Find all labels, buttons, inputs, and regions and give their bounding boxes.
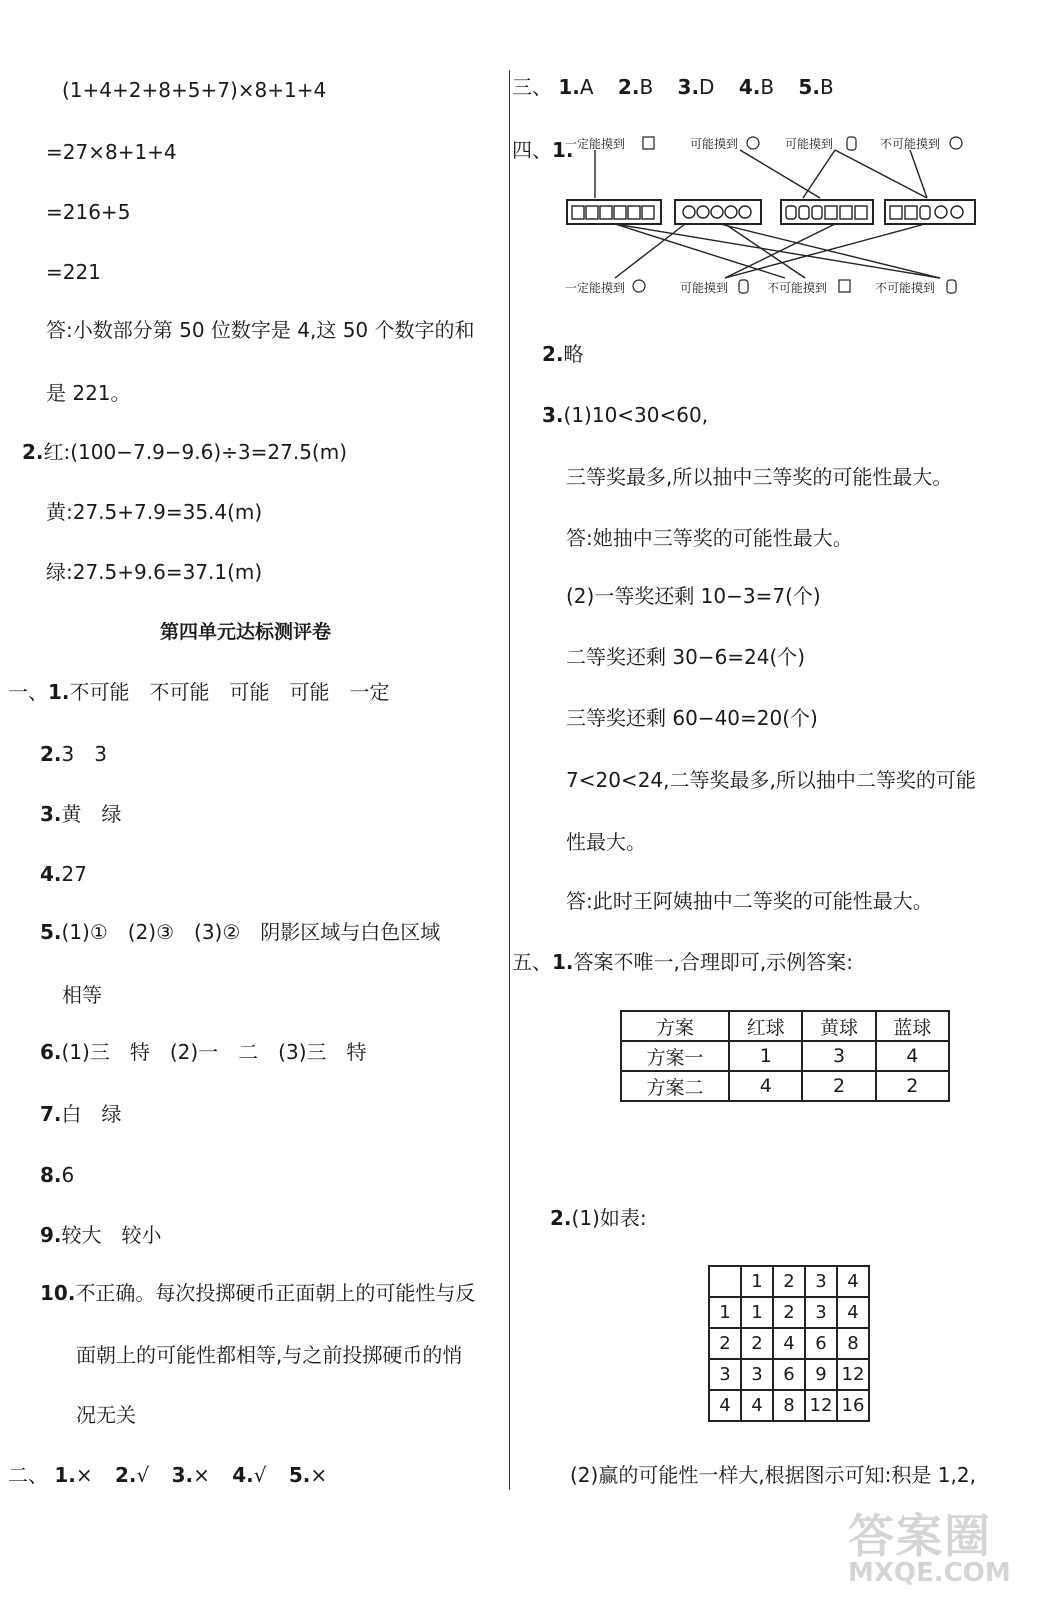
table-cell: 16 — [837, 1390, 869, 1421]
table-row — [709, 1359, 869, 1390]
section-1-q10-cont-1: 面朝上的可能性都相等,与之前投掷硬币的悄 — [76, 1343, 463, 1367]
bottom-label-1: 一定能摸到 — [565, 281, 626, 295]
red-calc: 红:(100−7.9−9.6)÷3=27.5(m) — [43, 440, 348, 464]
answer-choice: A — [579, 75, 594, 99]
answer-mark: × — [193, 1463, 210, 1487]
question-number: 5. — [798, 75, 820, 99]
section-4-q3 — [542, 405, 708, 425]
match-line — [615, 224, 685, 278]
cylinder-icon — [739, 280, 748, 293]
question-2 — [22, 442, 347, 462]
ball-icon — [683, 206, 751, 218]
answer-text: 白 绿 — [61, 1102, 122, 1126]
ball-icon — [747, 137, 759, 149]
answer-choice: D — [699, 75, 715, 99]
section-prefix: 四、 — [512, 138, 552, 162]
q3-line-3: 答:她抽中三等奖的可能性最大。 — [566, 526, 853, 550]
question-number: 5. — [40, 920, 62, 944]
answer-line-1: 答:小数部分第 50 位数字是 4,这 50 个数字的和 — [46, 318, 475, 342]
calc-line-1: (1+4+2+8+5+7)×8+1+4 — [62, 78, 327, 102]
section-1-q10 — [40, 1283, 475, 1303]
calc-line-2: =27×8+1+4 — [46, 140, 177, 164]
section-4-q2 — [542, 344, 584, 364]
ball-icon — [950, 137, 962, 149]
cylinder-icon — [786, 206, 867, 219]
question-number: 3. — [542, 403, 564, 427]
answer-choice: B — [760, 75, 775, 99]
table-row — [621, 1041, 949, 1071]
question-number: 6. — [40, 1040, 62, 1064]
table-cell: 2 — [802, 1071, 875, 1101]
answer-text: 略 — [563, 342, 584, 366]
section-3 — [512, 77, 834, 97]
question-number: 4. — [738, 75, 761, 99]
watermark-logo: 答案圈 — [848, 1509, 992, 1563]
question-number: 9. — [40, 1223, 62, 1247]
section-1-q1 — [8, 682, 390, 702]
q2-part-2: (2)赢的可能性一样大,根据图示可知:积是 1,2, — [570, 1463, 976, 1487]
table-cell: 2 — [773, 1297, 805, 1328]
green-calc: 绿:27.5+9.6=37.1(m) — [46, 560, 263, 584]
answer-choice: B — [819, 75, 834, 99]
plan-table — [620, 1010, 950, 1102]
section-prefix: 一、 — [8, 680, 48, 704]
answer-text: 不正确。每次投掷硬币正面朝上的可能性与反 — [75, 1281, 476, 1305]
table-cell: 2 — [773, 1266, 805, 1297]
table-cell: 4 — [837, 1297, 869, 1328]
box-mixed-1 — [781, 200, 873, 224]
top-label-1: 一定能摸到 — [565, 137, 626, 151]
question-number: 2. — [617, 75, 640, 99]
cube-icon — [839, 280, 850, 292]
question-number: 2. — [22, 440, 44, 464]
table-cell: 1 — [709, 1297, 741, 1328]
match-line — [725, 224, 835, 278]
question-number: 2. — [115, 1463, 137, 1487]
table-cell: 3 — [802, 1041, 875, 1071]
table-cell: 方案一 — [621, 1041, 729, 1071]
question-number: 5. — [288, 1463, 311, 1487]
table-cell: 12 — [837, 1359, 869, 1390]
match-line — [803, 150, 835, 198]
question-number: 1. — [558, 75, 580, 99]
section-1-q10-cont-2: 况无关 — [76, 1403, 136, 1427]
answer-choice: B — [639, 75, 654, 99]
table-header: 黄球 — [802, 1011, 875, 1041]
question-number: 1. — [552, 138, 574, 162]
section-1-q3 — [40, 804, 122, 824]
question-number: 2. — [40, 742, 62, 766]
top-label-2: 可能摸到 — [690, 137, 739, 151]
table-cell: 4 — [837, 1266, 869, 1297]
table-cell: 3 — [805, 1297, 837, 1328]
section-5-q2 — [550, 1208, 647, 1228]
question-number: 1. — [48, 680, 70, 704]
section-1-q2 — [40, 744, 107, 764]
top-label-3: 可能摸到 — [785, 137, 834, 151]
question-number: 2. — [542, 342, 564, 366]
answer-text: (1)① (2)③ (3)② 阴影区域与白色区域 — [61, 920, 441, 944]
table-cell: 4 — [773, 1328, 805, 1359]
section-5-q1 — [512, 952, 853, 972]
section-1-q5-cont: 相等 — [62, 983, 102, 1007]
table-cell: 4 — [741, 1390, 773, 1421]
q3-line-6: 三等奖还剩 60−40=20(个) — [566, 706, 818, 730]
table-row — [621, 1011, 949, 1041]
bottom-label-2: 可能摸到 — [680, 281, 729, 295]
table-cell — [709, 1266, 741, 1297]
answer-text: 较大 较小 — [61, 1223, 162, 1247]
section-1-q7 — [40, 1104, 122, 1124]
q3-line-9: 答:此时王阿姨抽中二等奖的可能性最大。 — [566, 889, 933, 913]
table-cell: 9 — [805, 1359, 837, 1390]
cylinder-icon — [947, 280, 956, 293]
q3-line-8: 性最大。 — [566, 830, 646, 854]
table-cell: 4 — [876, 1041, 949, 1071]
cube-icon — [643, 137, 654, 149]
cube-icon — [572, 206, 654, 219]
cylinder-icon — [847, 137, 856, 150]
match-line — [615, 224, 785, 278]
question-number: 4. — [232, 1463, 254, 1487]
table-cell: 3 — [741, 1359, 773, 1390]
table-row — [621, 1071, 949, 1101]
section-2 — [8, 1465, 327, 1485]
answer-text: 不可能 不可能 可能 可能 一定 — [69, 680, 390, 704]
answer-text: (1)三 特 (2)一 二 (3)三 特 — [61, 1040, 367, 1064]
section-1-q6 — [40, 1042, 367, 1062]
table-cell: 方案二 — [621, 1071, 729, 1101]
table-cell: 3 — [805, 1266, 837, 1297]
table-header: 方案 — [621, 1011, 729, 1041]
question-number: 7. — [40, 1102, 62, 1126]
mixed-icon — [890, 206, 963, 219]
top-label-4: 不可能摸到 — [880, 137, 941, 151]
table-cell: 4 — [709, 1390, 741, 1421]
question-number: 3. — [40, 802, 62, 826]
calc-line-4: =221 — [46, 260, 101, 284]
table-cell: 2 — [876, 1071, 949, 1101]
table-cell: 4 — [729, 1071, 802, 1101]
q3-line-5: 二等奖还剩 30−6=24(个) — [566, 645, 806, 669]
table-row — [709, 1328, 869, 1359]
q3-line-7: 7<20<24,二等奖最多,所以抽中二等奖的可能 — [566, 768, 976, 792]
table-cell: 12 — [805, 1390, 837, 1421]
matching-diagram — [555, 130, 985, 300]
question-number: 2. — [550, 1206, 572, 1230]
match-line — [615, 224, 940, 278]
answer-text: 27 — [61, 862, 87, 886]
answer-text: 黄 绿 — [61, 802, 122, 826]
table-cell: 6 — [805, 1328, 837, 1359]
table-cell: 8 — [773, 1390, 805, 1421]
question-number: 1. — [54, 1463, 76, 1487]
table-cell: 2 — [741, 1328, 773, 1359]
table-cell: 1 — [729, 1041, 802, 1071]
answer-text: (1)10<30<60, — [563, 403, 709, 427]
table-cell: 2 — [709, 1328, 741, 1359]
answer-mark: √ — [253, 1463, 267, 1487]
answer-mark: × — [310, 1463, 328, 1487]
answer-text: 3 3 — [61, 742, 107, 766]
table-cell: 8 — [837, 1328, 869, 1359]
question-number: 3. — [677, 75, 700, 99]
answer-text: 答案不唯一,合理即可,示例答案: — [573, 950, 853, 974]
q3-line-2: 三等奖最多,所以抽中三等奖的可能性最大。 — [566, 465, 953, 489]
section-1-q5 — [40, 922, 440, 942]
section-prefix: 三、 — [512, 75, 552, 99]
ball-icon — [633, 280, 645, 292]
answer-text: (1)如表: — [571, 1206, 647, 1230]
section-title: 第四单元达标测评卷 — [160, 621, 332, 643]
answer-mark: × — [75, 1463, 93, 1487]
watermark-url: MXQE.COM — [848, 1558, 1011, 1588]
calc-line-3: =216+5 — [46, 200, 131, 224]
question-number: 3. — [171, 1463, 194, 1487]
question-number: 4. — [40, 862, 62, 886]
question-number: 1. — [552, 950, 574, 974]
table-cell: 1 — [741, 1297, 773, 1328]
match-line — [725, 224, 805, 278]
table-cell: 1 — [741, 1266, 773, 1297]
column-divider — [509, 70, 510, 1490]
question-number: 10. — [40, 1281, 76, 1305]
table-row — [709, 1297, 869, 1328]
answer-line-2: 是 221。 — [46, 381, 131, 405]
table-row — [709, 1390, 869, 1421]
section-1-q4 — [40, 864, 87, 884]
table-cell: 3 — [709, 1359, 741, 1390]
bottom-label-4: 不可能摸到 — [875, 281, 936, 295]
question-number: 8. — [40, 1163, 62, 1187]
answer-mark: √ — [136, 1463, 150, 1487]
section-1-q8 — [40, 1165, 74, 1185]
q3-line-4: (2)一等奖还剩 10−3=7(个) — [566, 584, 821, 608]
table-header: 蓝球 — [876, 1011, 949, 1041]
bottom-label-3: 不可能摸到 — [767, 281, 828, 295]
section-1-q9 — [40, 1225, 162, 1245]
table-cell: 6 — [773, 1359, 805, 1390]
section-prefix: 五、 — [512, 950, 552, 974]
watermark — [848, 1500, 1038, 1595]
answer-text: 6 — [61, 1163, 75, 1187]
yellow-calc: 黄:27.5+7.9=35.4(m) — [46, 500, 263, 524]
box-balls — [675, 200, 761, 224]
multiplication-table — [708, 1265, 870, 1422]
table-row — [709, 1266, 869, 1297]
section-prefix: 二、 — [8, 1463, 48, 1487]
table-header: 红球 — [729, 1011, 802, 1041]
